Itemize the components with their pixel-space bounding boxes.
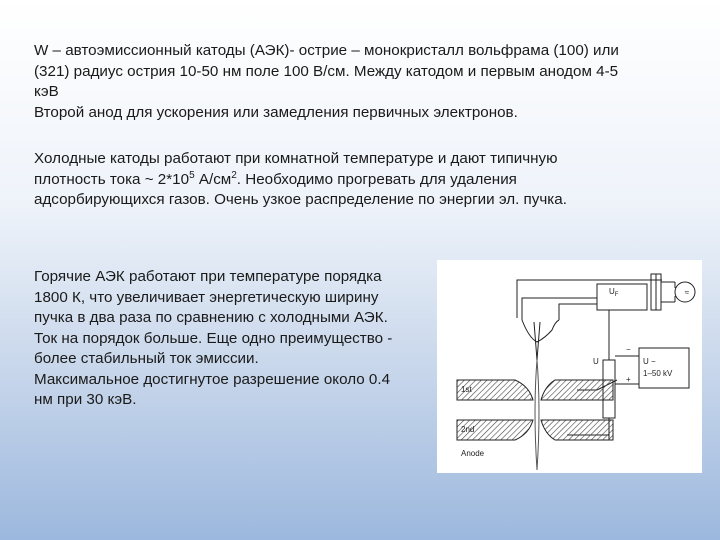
tip-lead-right (559, 304, 597, 320)
high-voltage-supply (639, 348, 689, 388)
text-line: Максимальное достигнутое разрешение около 0.4 (34, 370, 391, 388)
text-fragment: . Необходимо прогревать для удаления (236, 170, 517, 188)
filament-supply-box (597, 284, 647, 310)
text-line: Горячие АЭК работают при температуре порядка (34, 268, 382, 285)
label-supply: U − (643, 357, 656, 366)
text-line: Ток на порядок больше. Еще одно преимущество - (34, 329, 393, 347)
label-u: U (593, 357, 599, 366)
label-anode: Anode (461, 449, 485, 458)
cathode-tip (522, 320, 559, 342)
filament-wire (517, 280, 662, 318)
paragraph-cold-cathodes (34, 149, 694, 211)
label-uf: $U_F$ (609, 287, 619, 298)
text-line: Холодные катоды работают при комнатной температуре и дают типичную (34, 150, 558, 167)
text-line: 1800 К, что увеличивает энергетическую ширину (34, 288, 379, 306)
label-supply-range: 1–50 kV (643, 369, 673, 378)
text-line: нм при 30 кэВ. (34, 391, 137, 408)
text-line: W – автоэмиссионный катоды (АЭК)- острие – монокристалл вольфрама (100) или (34, 42, 619, 59)
label-second-anode: 2nd (461, 425, 475, 434)
text-line: более стабильный ток эмиссии. (34, 350, 259, 367)
text-line: кэВ (34, 83, 59, 100)
diagram-svg (437, 260, 702, 473)
text-line: адсорбирующихся газов. Очень узкое распределение по энергии эл. пучка. (34, 191, 567, 208)
label-minus: − (626, 345, 631, 354)
text-line: Второй анод для ускорения или замедления первичных электронов. (34, 103, 518, 121)
second-anode-right (541, 420, 613, 440)
superscript: 2 (231, 169, 237, 181)
first-anode-right (541, 380, 613, 400)
label-plus: + (626, 375, 631, 384)
paragraph-hot-cathodes (34, 267, 430, 411)
label-ac: ≈ (684, 288, 690, 297)
electron-beam (535, 360, 539, 470)
label-first-anode: 1st (461, 385, 472, 394)
superscript: 5 (189, 169, 195, 181)
text-fragment: А/см (194, 170, 232, 188)
text-line-current-density (34, 170, 694, 191)
text-line: пучка в два раза по сравнению с холодными АЭК. (34, 309, 388, 326)
field-emission-gun-diagram (437, 260, 702, 473)
paragraph-field-emission-cathode (34, 41, 702, 123)
text-line: (321) радиус острия 10-50 нм поле 100 В/см. Между катодом и первым анодом 4-5 (34, 62, 619, 80)
text-fragment: плотность тока ~ 2*10 (34, 170, 190, 188)
